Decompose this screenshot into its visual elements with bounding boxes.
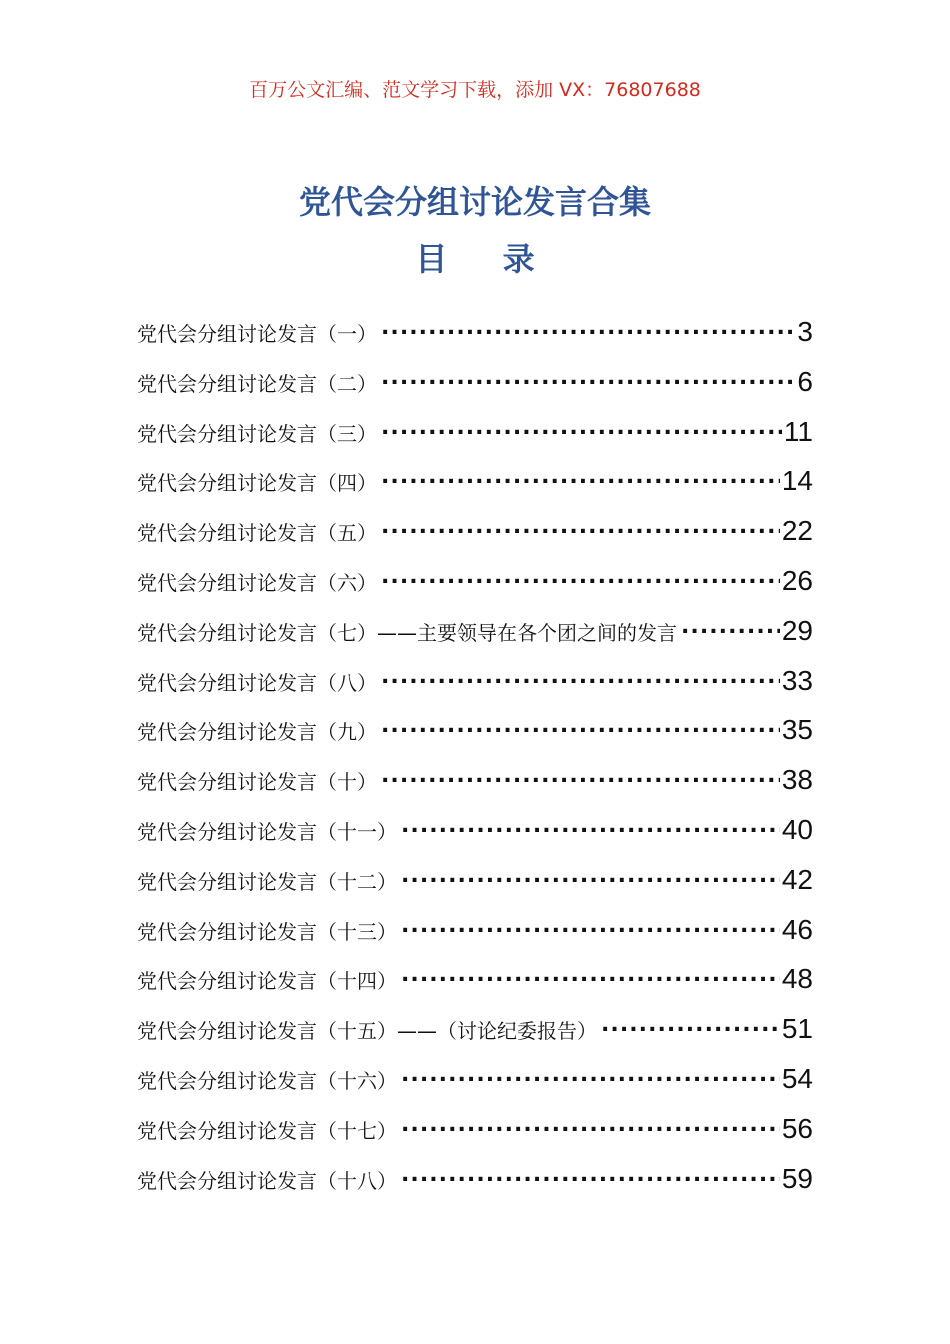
toc-entry-label: 党代会分组讨论发言（一） <box>137 322 377 346</box>
toc-entry-label: 党代会分组讨论发言（五） <box>137 521 377 546</box>
toc-entry-label: 党代会分组讨论发言（十） <box>137 770 377 795</box>
toc-leader-dots <box>401 869 780 889</box>
toc-entry[interactable] <box>137 814 813 864</box>
toc-entry[interactable] <box>137 366 813 416</box>
toc-entry-label: 党代会分组讨论发言（八） <box>137 670 377 695</box>
toc-entry[interactable] <box>137 416 813 466</box>
toc-page-number: 48 <box>781 963 813 995</box>
watermark-text: 百万公文汇编、范文学习下载，添加 VX：76807688 <box>249 79 701 101</box>
toc-entry[interactable] <box>137 665 813 715</box>
toc-leader-dots <box>381 470 780 490</box>
toc-leader-dots <box>381 570 780 590</box>
toc-entry[interactable] <box>137 465 813 515</box>
toc-entry[interactable] <box>137 963 813 1013</box>
toc-entry-label: 党代会分组讨论发言（十一） <box>137 819 397 844</box>
toc-entry[interactable] <box>137 316 813 366</box>
toc-page-number: 14 <box>781 465 813 497</box>
toc-page-number: 46 <box>781 913 813 945</box>
toc-entry-label: 党代会分组讨论发言（十二） <box>137 869 397 894</box>
toc-page-number: 26 <box>781 564 813 596</box>
toc-leader-dots <box>381 371 795 391</box>
toc-page-number: 40 <box>781 813 813 845</box>
table-of-contents <box>137 316 813 1212</box>
toc-leader-dots <box>401 919 780 939</box>
toc-page-number: 51 <box>781 1013 813 1045</box>
toc-entry[interactable] <box>137 1063 813 1113</box>
toc-entry-label: 党代会分组讨论发言（十七） <box>137 1118 397 1143</box>
toc-entry[interactable] <box>137 565 813 615</box>
toc-entry[interactable] <box>137 1013 813 1063</box>
toc-leader-dots <box>401 1118 780 1138</box>
toc-leader-dots <box>401 819 780 839</box>
toc-entry[interactable] <box>137 864 813 914</box>
toc-entry-label: 党代会分组讨论发言（七）——主要领导在各个团之间的发言 <box>137 620 677 645</box>
toc-entry-label: 党代会分组讨论发言（十八） <box>137 1168 397 1193</box>
toc-page-number: 38 <box>781 764 813 796</box>
toc-entry[interactable] <box>137 1113 813 1163</box>
toc-page-number: 22 <box>781 515 813 547</box>
toc-page-number: 33 <box>781 664 813 696</box>
toc-leader-dots <box>681 620 780 640</box>
toc-entry-label: 党代会分组讨论发言（六） <box>137 570 377 595</box>
toc-page-number: 6 <box>797 365 813 397</box>
toc-page-number: 59 <box>781 1162 813 1194</box>
toc-leader-dots <box>381 719 780 739</box>
toc-entry-label: 党代会分组讨论发言（十六） <box>137 1068 397 1093</box>
toc-page-number: 11 <box>783 415 813 447</box>
toc-leader-dots <box>401 968 780 988</box>
toc-entry[interactable] <box>137 515 813 565</box>
toc-entry-label: 党代会分组讨论发言（四） <box>137 471 377 496</box>
toc-page-number: 35 <box>781 714 813 746</box>
toc-entry-label: 党代会分组讨论发言（九） <box>137 720 377 745</box>
toc-leader-dots <box>381 520 780 540</box>
toc-entry[interactable] <box>137 714 813 764</box>
toc-entry[interactable] <box>137 1163 813 1213</box>
toc-entry-label: 党代会分组讨论发言（二） <box>137 371 377 396</box>
toc-leader-dots <box>401 1068 780 1088</box>
toc-page-number: 3 <box>797 316 813 347</box>
toc-entry-label: 党代会分组讨论发言（三） <box>137 421 377 446</box>
document-title: 党代会分组讨论发言合集 <box>298 183 651 221</box>
toc-entry[interactable] <box>137 764 813 814</box>
toc-entry-label: 党代会分组讨论发言（十五）——（讨论纪委报告） <box>137 1019 597 1044</box>
toc-entry[interactable] <box>137 615 813 665</box>
toc-entry-label: 党代会分组讨论发言（十三） <box>137 919 397 944</box>
toc-page-number: 42 <box>781 863 813 895</box>
toc-heading: 目 录 <box>415 240 557 278</box>
toc-page-number: 29 <box>781 614 813 646</box>
toc-leader-dots <box>381 670 780 690</box>
toc-entry[interactable] <box>137 914 813 964</box>
toc-page-number: 56 <box>781 1112 813 1144</box>
toc-leader-dots <box>381 769 780 789</box>
toc-page-number: 54 <box>781 1062 813 1094</box>
toc-leader-dots <box>381 421 782 441</box>
toc-entry-label: 党代会分组讨论发言（十四） <box>137 969 397 994</box>
toc-leader-dots <box>401 1168 780 1188</box>
toc-leader-dots <box>381 321 795 341</box>
toc-leader-dots <box>601 1018 780 1038</box>
